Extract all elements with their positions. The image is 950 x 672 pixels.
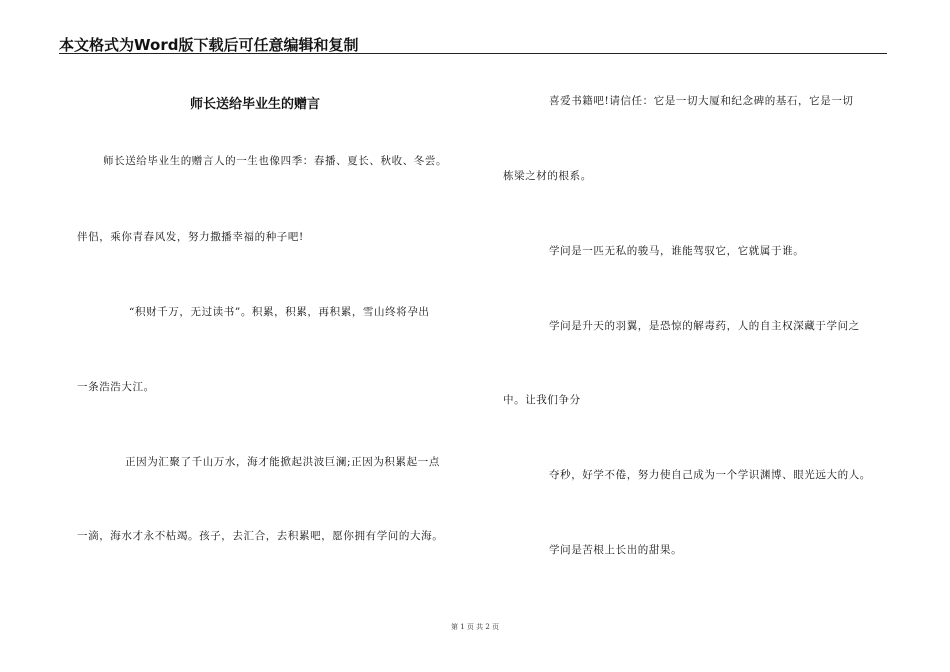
- page-header: [59, 32, 887, 54]
- right-line-5: 中。让我们争分: [503, 394, 581, 406]
- left-line-5: 正因为汇聚了千山万水，海才能掀起洪波巨澜;正因为积累起一点: [125, 456, 440, 468]
- right-line-3: 学问是一匹无私的骏马，谁能驾驭它，它就属于谁。: [549, 245, 805, 257]
- page-footer: 第 1 页 共 2 页: [450, 623, 500, 631]
- right-line-4: 学问是升天的羽翼，是恐惊的解毒药，人的自主权深藏于学问之: [549, 320, 860, 332]
- header-title: 本文格式为Word版下载后可任意编辑和复制: [59, 36, 359, 54]
- header-divider: [59, 53, 887, 54]
- document-title: 师长送给毕业生的赠言: [190, 97, 321, 112]
- right-line-7: 学问是苦根上长出的甜果。: [549, 544, 683, 556]
- right-line-1: 喜爱书籍吧!请信任：它是一切大厦和纪念碑的基石，它是一切: [549, 95, 854, 107]
- left-line-3: “积财千万，无过读书”。积累，积累，再积累，雪山终将孕出: [129, 306, 430, 318]
- left-line-4: 一条浩浩大江。: [77, 381, 155, 393]
- right-line-6: 夺秒，好学不倦，努力使自己成为一个学识渊博、眼光远大的人。: [549, 469, 871, 481]
- left-line-2: 伴侣，乘你青春风发，努力撒播幸福的种子吧!: [77, 231, 304, 243]
- left-line-1: 师长送给毕业生的赠言人的一生也像四季：春播、夏长、秋收、冬尝。: [103, 155, 448, 167]
- left-line-6: 一滴，海水才永不枯竭。孩子，去汇合，去积累吧，愿你拥有学问的大海。: [77, 530, 444, 542]
- right-line-2: 栋梁之材的根系。: [503, 170, 592, 182]
